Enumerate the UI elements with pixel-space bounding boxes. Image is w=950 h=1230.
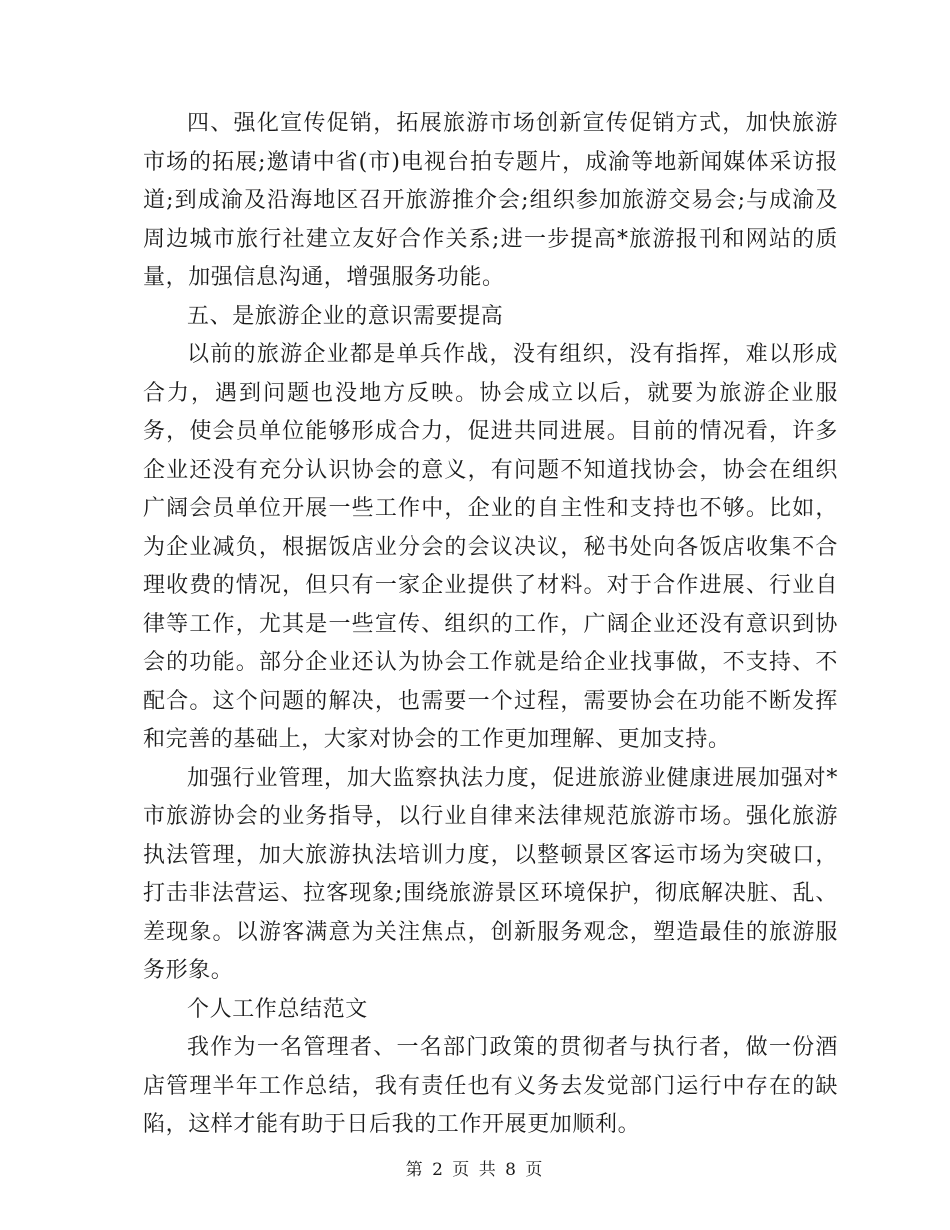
page-number-footer: 第 2 页 共 8 页 xyxy=(405,1160,545,1180)
document-body xyxy=(143,105,838,1145)
paragraph-summary: 我作为一名管理者、一名部门政策的贯彻者与执行者，做一份酒店管理半年工作总结，我有责任也有义务去发觉部门运行中存在的缺陷，这样才能有助于日后我的工作开展更加顺利。 xyxy=(143,1035,838,1137)
paragraph-awareness: 以前的旅游企业都是单兵作战，没有组织，没有指挥，难以形成合力，遇到问题也没地方反映。协会成立以后，就要为旅游企业服务，使会员单位能够形成合力，促进共同进展。目前的情况看，许多企业还没有充分认识协会的意义，有问题不知道找协会，协会在组织广阔会员单位开展一些工作中，企业的自主性和支持也不够。比如，为企业减负，根据饭店业分会的会议决议，秘书处向各饭店收集不合理收费的情况，但只有一家企业提供了材料。对于合作进展、行业自律等工作，尤其是一些宣传、组织的工作，广阔企业还没有意识到协会的功能。部分企业还认为协会工作就是给企业找事做，不支持、不配合。这个问题的解决，也需要一个过程，需要协会在功能不断发挥和完善的基础上，大家对协会的工作更加理解、更加支持。 xyxy=(143,342,838,752)
paragraph-promotion: 四、强化宣传促销，拓展旅游市场创新宣传促销方式，加快旅游市场的拓展;邀请中省(市)电视台拍专题片，成渝等地新闻媒体采访报道;到成渝及沿海地区召开旅游推介会;组织参加旅游交易会;与成渝及周边城市旅行社建立友好合作关系;进一步提高*旅游报刊和网站的质量，加强信息沟通，增强服务功能。 xyxy=(143,111,838,290)
section-heading-awareness: 五、是旅游企业的意识需要提高 xyxy=(187,303,504,329)
section-heading-summary: 个人工作总结范文 xyxy=(187,996,368,1022)
paragraph-management: 加强行业管理，加大监察执法力度，促进旅游业健康进展加强对*市旅游协会的业务指导，以行业自律来法律规范旅游市场。强化旅游执法管理，加大旅游执法培训力度，以整顿景区客运市场为突破口，打击非法营运、拉客现象;围绕旅游景区环境保护，彻底解决脏、乱、差现象。以游客满意为关注焦点，创新服务观念，塑造最佳的旅游服务形象。 xyxy=(143,765,838,983)
